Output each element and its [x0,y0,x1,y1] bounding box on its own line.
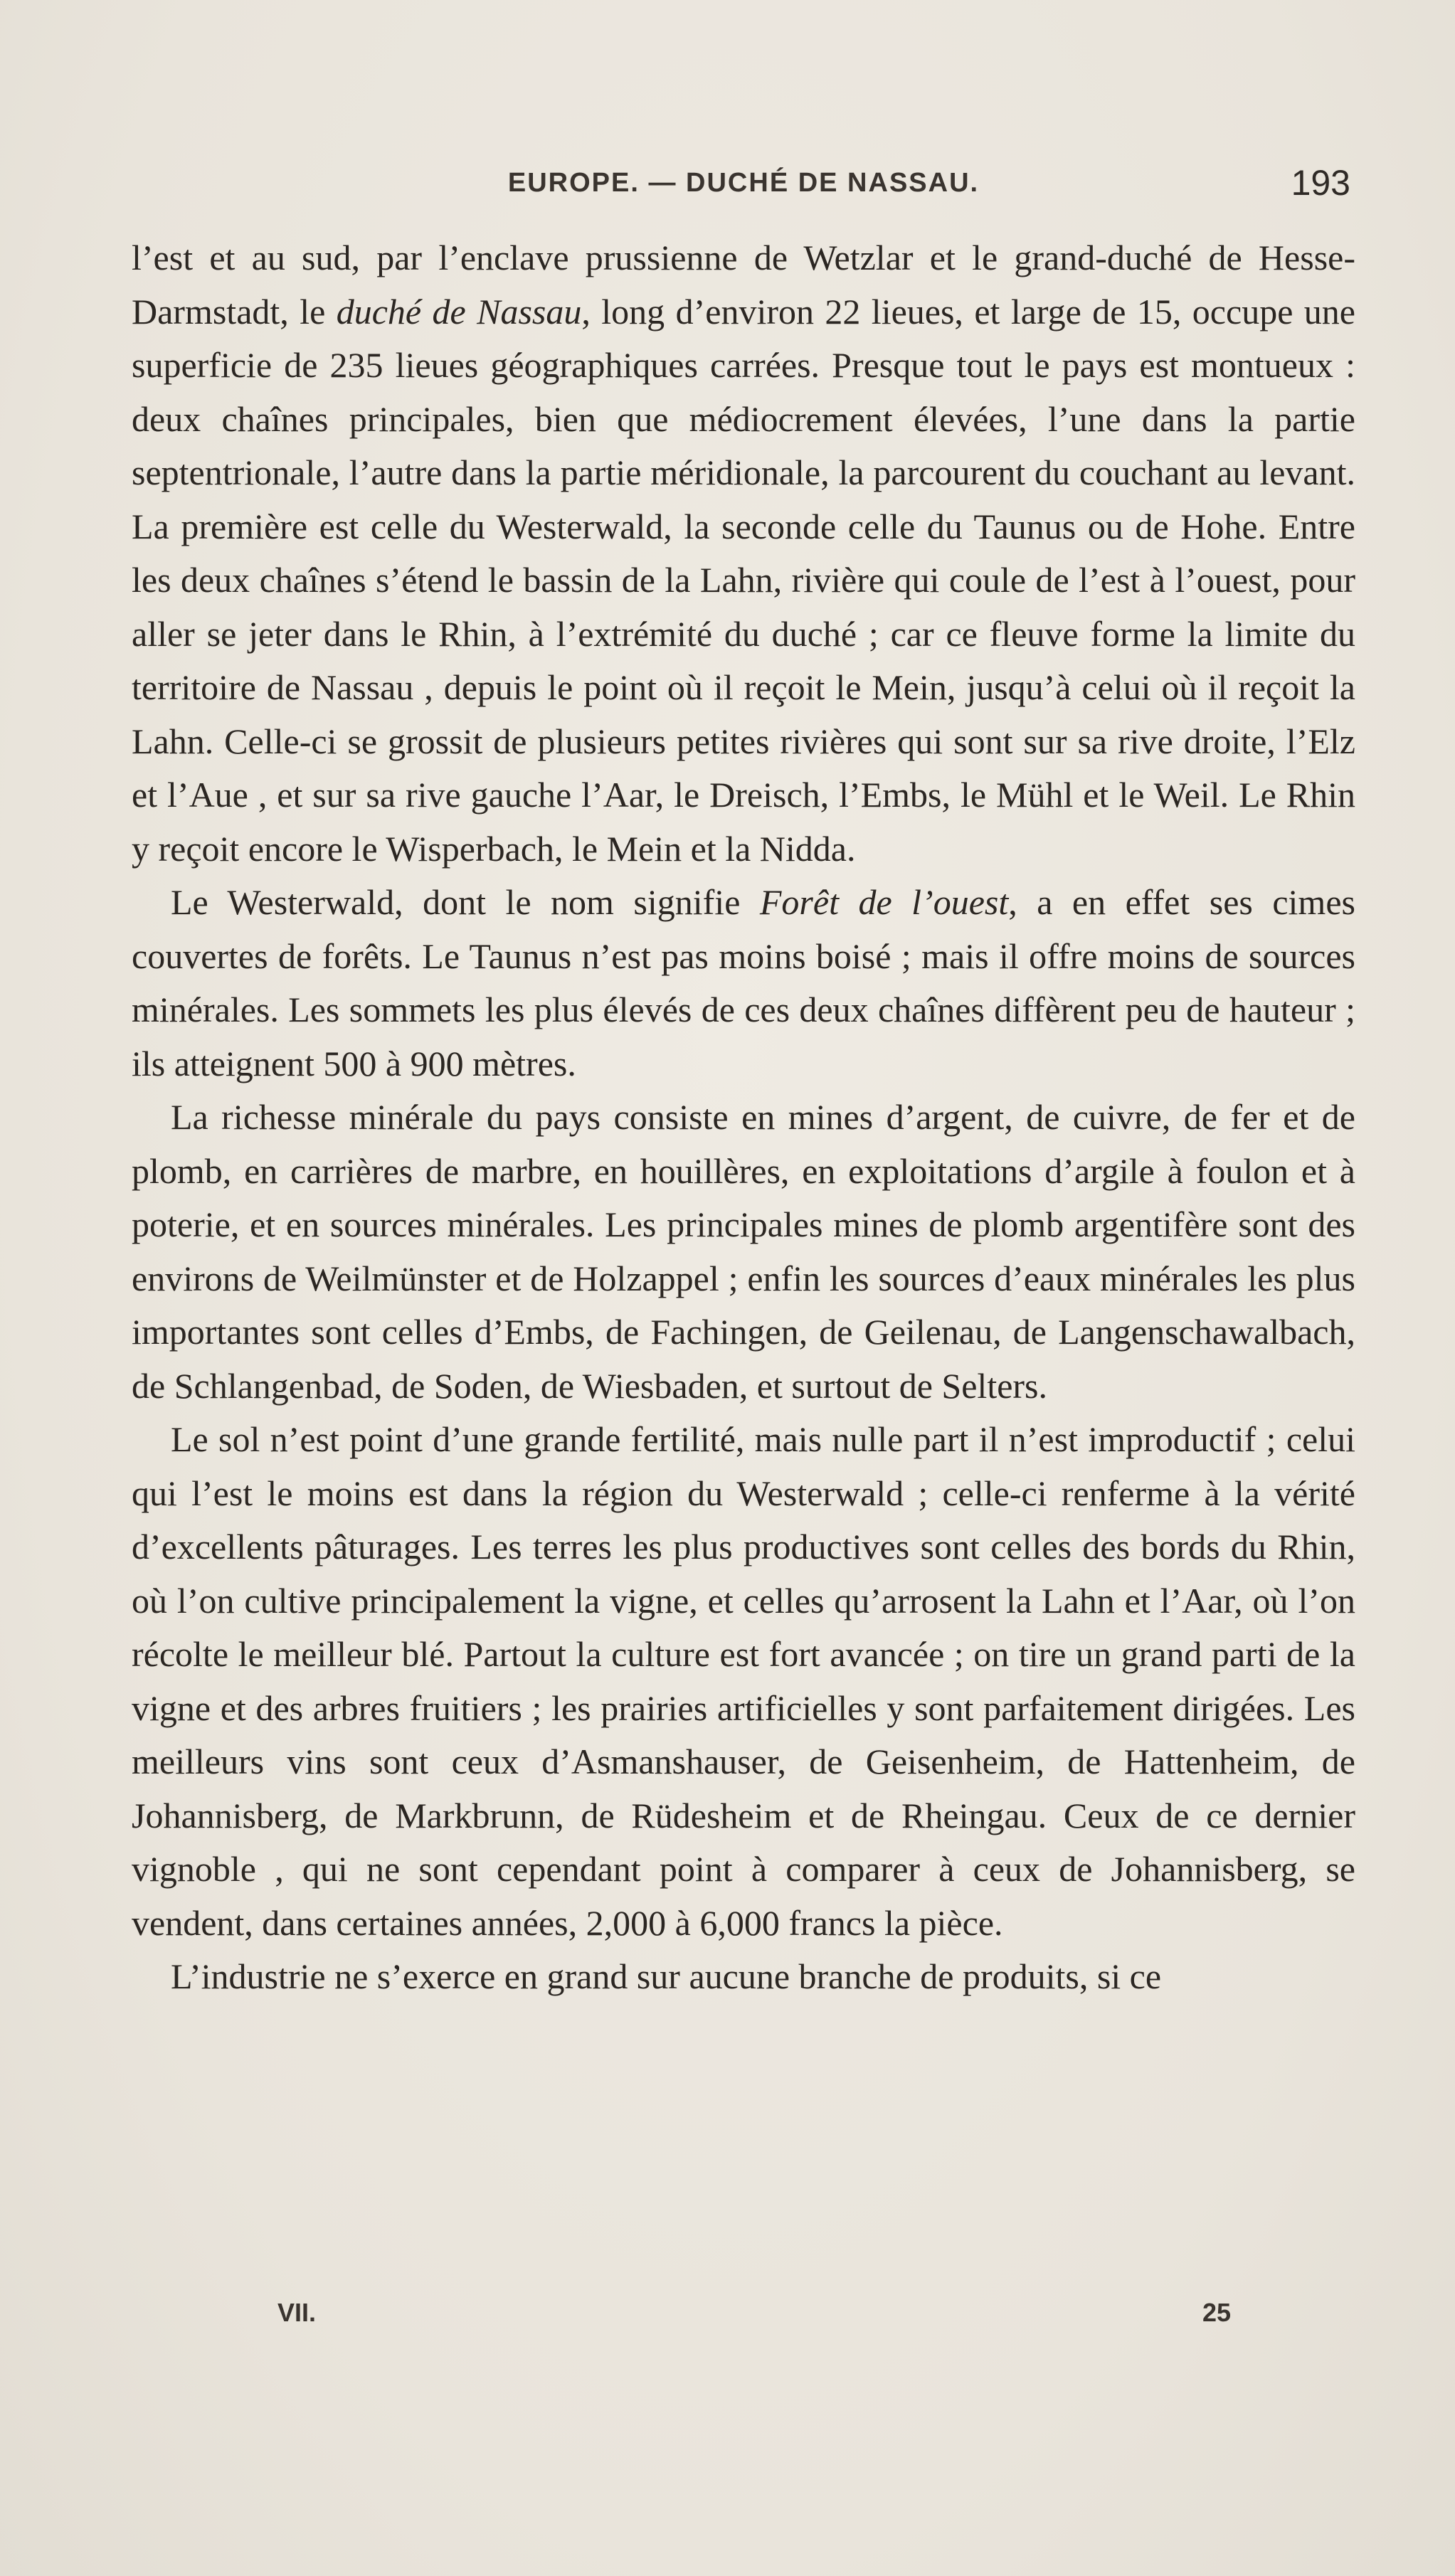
sheet-signature: 25 [1202,2298,1231,2327]
text-run: Le Westerwald, dont le nom signifie [171,882,760,922]
text-run: l’est et au sud, par l’enclave prussienne de Wetzlar et le grand-duché de Hesse-Darmstadt, le [132,238,1355,332]
body-text [132,231,1355,2004]
text-run: La richesse minérale du pays consiste en mines d’argent, de cuivre, de fer et de plomb, en carrières de marbre, en houillères, en exploitations d’argile à foulon et à poterie, et en sources minérales. Les principales mines de plomb argentifère sont des environs de Weilmünster et de Holzappel ; enfin les sources d’eaux minérales les plus importantes sont celles d’Embs, de Fachingen, de Geilenau, de Langenschawalbach, de Schlangenbad, de Soden, de Wiesbaden, et surtout de Selters. [132,1097,1355,1406]
paragraph [132,876,1355,1091]
volume-signature: VII. [277,2298,317,2327]
text-run: , long d’environ 22 lieues, et large de 15, occupe une superficie de 235 lieues géographiques carrées. Presque tout le pays est montueux : deux chaînes principales, bien que médiocrement élevées, l’une dans la partie septentrionale, l’autre dans la partie méridionale, la parcourent du couchant au levant. La première est celle du Westerwald, la seconde celle du Taunus ou de Hohe. Entre les deux chaînes s’étend le bassin de la Lahn, rivière qui coule de l’est à l’ouest, pour aller se jeter dans le Rhin, à l’extrémité du duché ; car ce fleuve forme la limite du territoire de Nassau , depuis le point où il reçoit le Mein, jusqu’à celui où il reçoit la Lahn. Celle-ci se grossit de plusieurs petites rivières qui sont sur sa rive droite, l’Elz et l’Aue , et sur sa rive gauche l’Aar, le Dreisch, l’Embs, le Mühl et le Weil. Le Rhin y reçoit encore le Wisperbach, le Mein et la Nidda. [132,291,1355,869]
italic-text: Forêt de l’ouest [759,882,1009,922]
page-header [128,162,1359,212]
italic-text: duché de Nassau [336,291,582,332]
text-run: , a en effet ses cimes couvertes de forêts. Le Taunus n’est pas moins boisé ; mais il offre moins de sources minérales. Les sommets les plus élevés de ces deux chaînes diffèrent peu de hauteur ; ils atteignent 500 à 900 mètres. [132,882,1355,1083]
paragraph [132,1413,1355,1950]
text-run: Le sol n’est point d’une grande fertilité, mais nulle part il n’est improductif ; celui qui l’est le moins est dans la région du Westerwald ; celle-ci renferme à la vérité d’excellents pâturages. Les terres les plus productives sont celles des bords du Rhin, où l’on cultive principalement la vigne, et celles qu’arrosent la Lahn et l’Aar, où l’on récolte le meilleur blé. Partout la culture est fort avancée ; on tire un grand parti de la vigne et des arbres fruitiers ; les prairies artificielles y sont parfaitement dirigées. Les meilleurs vins sont ceux d’Asmanshauser, de Geisenheim, de Hattenheim, de Johannisberg, de Markbrunn, de Rüdesheim et de Rheingau. Ceux de ce dernier vignoble , qui ne sont cependant point à comparer à ceux de Johannisberg, se vendent, dans certaines années, 2,000 à 6,000 francs la pièce. [132,1419,1355,1943]
text-run: L’industrie ne s’exerce en grand sur aucune branche de produits, si ce [171,1956,1162,1996]
paragraph [132,1091,1355,1413]
paragraph [132,231,1355,876]
running-head: EUROPE. — DUCHÉ DE NASSAU. [507,168,980,198]
paragraph [132,1950,1355,2004]
page-number: 193 [1291,163,1350,203]
page-footer [277,2298,1231,2341]
